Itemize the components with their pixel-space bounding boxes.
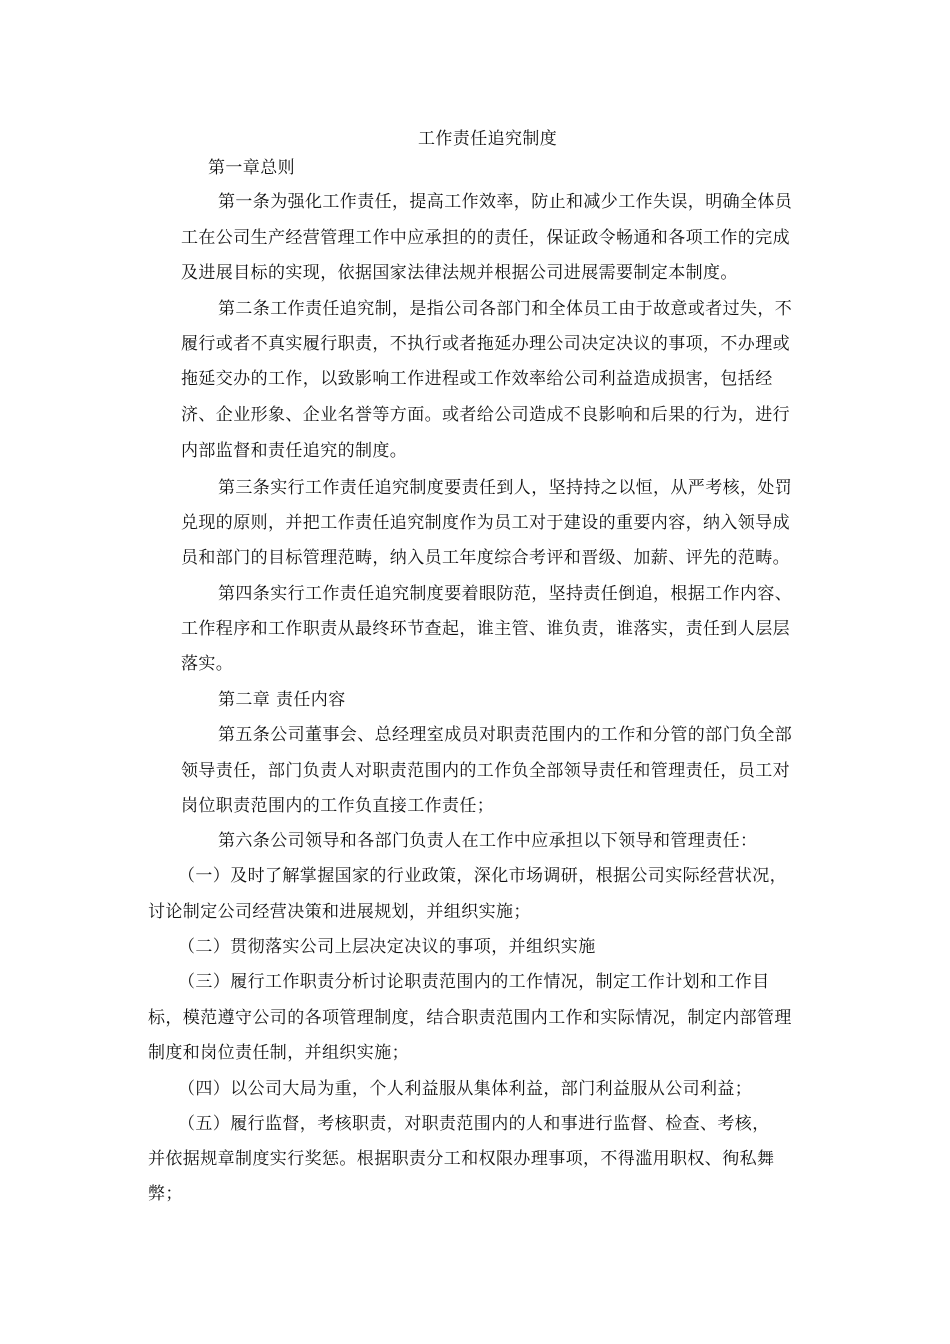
list-item-line: 弊； <box>148 1184 183 1204</box>
paragraph-line: 内部监督和责任追究的制度。 <box>181 441 408 461</box>
paragraph-line: 第一条为强化工作责任，提高工作效率，防止和减少工作失误，明确全体员 <box>218 192 793 212</box>
list-item-line: 讨论制定公司经营决策和进展规划，并组织实施； <box>148 902 531 922</box>
paragraph-line: 第三条实行工作责任追究制度要责任到人，坚持持之以恒，从严考核，处罚 <box>218 478 793 498</box>
paragraph-line: 第四条实行工作责任追究制度要着眼防范，坚持责任倒追，根据工作内容、 <box>218 584 793 604</box>
paragraph-line: 济、企业形象、企业名誉等方面。或者给公司造成不良影响和后果的行为，进行 <box>181 405 790 425</box>
paragraph-line: 工在公司生产经营管理工作中应承担的的责任，保证政令畅通和各项工作的完成 <box>181 228 790 248</box>
paragraph-line: 岗位职责范围内的工作负直接工作责任； <box>181 796 495 816</box>
paragraph-line: 员和部门的目标管理范畴，纳入员工年度综合考评和晋级、加薪、评先的范畴。 <box>181 548 790 568</box>
paragraph-line: 及进展目标的实现，依据国家法律法规并根据公司进展需要制定本制度。 <box>181 263 738 283</box>
list-item-line: （二）贯彻落实公司上层决定决议的事项，并组织实施 <box>178 937 596 957</box>
paragraph-line: 领导责任，部门负责人对职责范围内的工作负全部领导责任和管理责任，员工对 <box>181 761 790 781</box>
list-item-line: （五）履行监督，考核职责，对职责范围内的人和事进行监督、检查、考核， <box>178 1114 770 1134</box>
list-item-line: （一）及时了解掌握国家的行业政策，深化市场调研，根据公司实际经营状况， <box>178 866 787 886</box>
paragraph-line: 第二条工作责任追究制，是指公司各部门和全体员工由于故意或者过失，不 <box>218 299 793 319</box>
paragraph-line: 履行或者不真实履行职责，不执行或者拖延办理公司决定决议的事项，不办理或 <box>181 334 790 354</box>
list-item-line: 并依据规章制度实行奖惩。根据职责分工和权限办理事项，不得滥用职权、徇私舞 <box>148 1149 775 1169</box>
paragraph-line: 落实。 <box>181 654 234 674</box>
list-item-line: 制度和岗位责任制，并组织实施； <box>148 1043 409 1063</box>
chapter-heading: 第二章 责任内容 <box>218 690 346 710</box>
list-item-line: 标，模范遵守公司的各项管理制度，结合职责范围内工作和实际情况，制定内部管理 <box>148 1008 792 1028</box>
paragraph-line: 第五条公司董事会、总经理室成员对职责范围内的工作和分管的部门负全部 <box>218 725 793 745</box>
paragraph-line: 第六条公司领导和各部门负责人在工作中应承担以下领导和管理责任： <box>218 831 758 851</box>
list-item-line: （三）履行工作职责分析讨论职责范围内的工作情况，制定工作计划和工作目 <box>178 972 770 992</box>
list-item-line: （四）以公司大局为重，个人利益服从集体利益，部门利益服从公司利益； <box>178 1079 753 1099</box>
paragraph-line: 拖延交办的工作，以致影响工作进程或工作效率给公司利益造成损害，包括经 <box>181 369 773 389</box>
document-title: 工作责任追究制度 <box>418 129 558 149</box>
paragraph-line: 工作程序和工作职责从最终环节查起，谁主管、谁负责，谁落实，责任到人层层 <box>181 619 790 639</box>
chapter-heading: 第一章总则 <box>208 158 295 178</box>
paragraph-line: 兑现的原则，并把工作责任追究制度作为员工对于建设的重要内容，纳入领导成 <box>181 513 790 533</box>
